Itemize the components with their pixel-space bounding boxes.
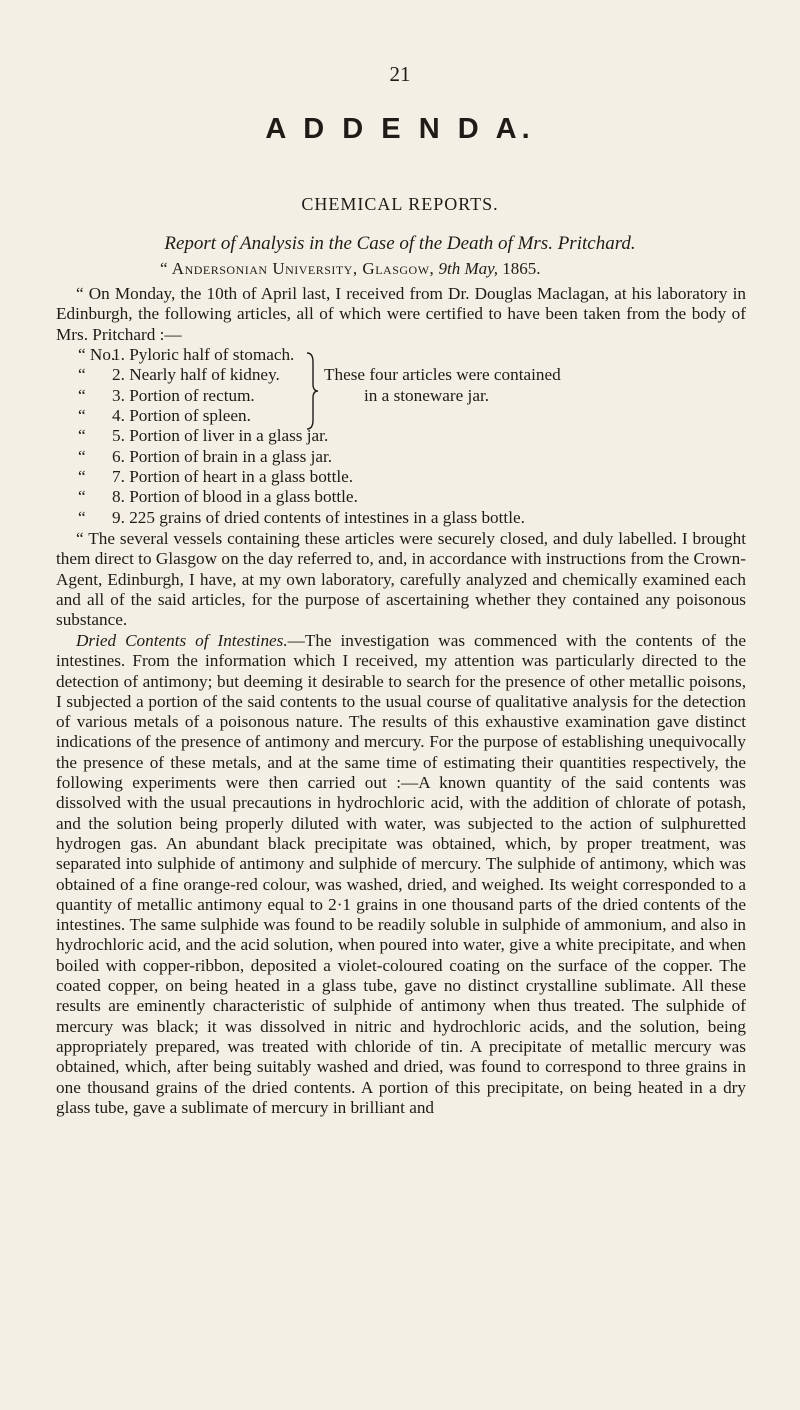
report-title: Report of Analysis in the Case of the Death of Mrs. Pritchard. [164,233,636,254]
dried-contents-heading: Dried Contents of Intestines. [76,631,288,650]
list-item: “ No.1. Pyloric half of stomach. [78,345,295,364]
dried-contents-paragraph: Dried Contents of Intestines.—The investigation was commenced with the contents of the intestines. From the information which I received, my attention was particularly directed to the detection of antimony; but deeming it desirable to search for the presence of other metallic poisons, I subjected a portion of the said contents to the usual course of qualitative analysis for the detection of various metals of a poisonous nature. The results of this exhaustive examination gave distinct indications of the presence of antimony and mercury. For the purpose of establishing unequivocally the presence of these metals, and at the same time of estimating their quantities respectively, the following experiments were then carried out :—A known quantity of the said contents was dissolved with the usual precautions in hydrochloric acid, with the addition of chlorate of potash, and the solution being properly diluted with water, was subjected to the action of sulphuretted hydrogen gas. An abundant black precipitate was obtained, which, by proper treatment, was separated into sulphide of antimony and sulphide of mercury. The sulphide of antimony, which was obtained of a fine orange-red colour, was washed, dried, and weighed. Its weight corresponded to a quantity of metallic antimony equal to 2·1 grains in one thousand parts of the dried contents of the intestines. The same sulphide was found to be readily soluble in sulphide of ammonium, and also in hydrochloric acid, and the acid solution, when poured into water, give a white precipitate, and when boiled with copper-ribbon, deposited a violet-coloured coating on the surface of the copper. The coated copper, on being heated in a glass tube, gave no distinct crystalline sublimate. All these results are eminently characteristic of sulphide of antimony when thus treated. The sulphide of mercury was black; it was dissolved in nitric and hydrochloric acids, and the solution, being appropriately prepared, was treated with chloride of tin. A precipitate of metallic mercury was obtained, which, after being suitably washed and dried, was found to correspond to three grains in one thousand grains of the dried contents. A portion of this precipitate, on being heated in a dry glass tube, gave a sublimate of mercury in brilliant and [56,631,746,1117]
dateline-year: 1865. [502,259,541,278]
section-heading: CHEMICAL REPORTS. [301,194,499,214]
dateline [160,259,760,279]
list-item: “ 6. Portion of brain in a glass jar. [78,447,333,466]
list-item: “ 2. Nearly half of kidney. [78,365,280,384]
dateline-quote: “ [160,259,172,278]
page-number: 21 [389,62,411,86]
curly-brace-icon [305,349,319,433]
brace-note-line2: in a stoneware jar. [364,386,490,405]
vessels-paragraph: “ The several vessels containing these articles were securely closed, and duly labelled. I brought them direct to Glasgow on the day referred to, and, in accordance with instructions from the Crown-Agent, Edinburgh, I have, at my own laboratory, carefully analyzed and chemically examined each and all of the said articles, for the purpose of ascertaining whether they contained any poisonous substance. [56,529,746,630]
brace-note-line1: These four articles were contained [324,365,561,384]
addenda-heading: A D D E N D A. [265,113,535,145]
intro-paragraph: “ On Monday, the 10th of April last, I received from Dr. Douglas Maclagan, at his laboratory in Edinburgh, the following articles, all of which were certified to have been taken from the body of Mrs. Pritchard :— [56,284,746,344]
list-item: “ 9. 225 grains of dried contents of intestines in a glass bottle. [78,508,525,527]
list-item: “ 8. Portion of blood in a glass bottle. [78,487,358,506]
dateline-institution: Andersonian University, Glasgow, [171,259,435,278]
list-item: “ 7. Portion of heart in a glass bottle. [78,467,354,486]
list-item: “ 4. Portion of spleen. [78,406,251,425]
list-item: “ 5. Portion of liver in a glass jar. [78,426,329,445]
list-item: “ 3. Portion of rectum. [78,386,255,405]
dateline-date: 9th May, [438,259,499,278]
